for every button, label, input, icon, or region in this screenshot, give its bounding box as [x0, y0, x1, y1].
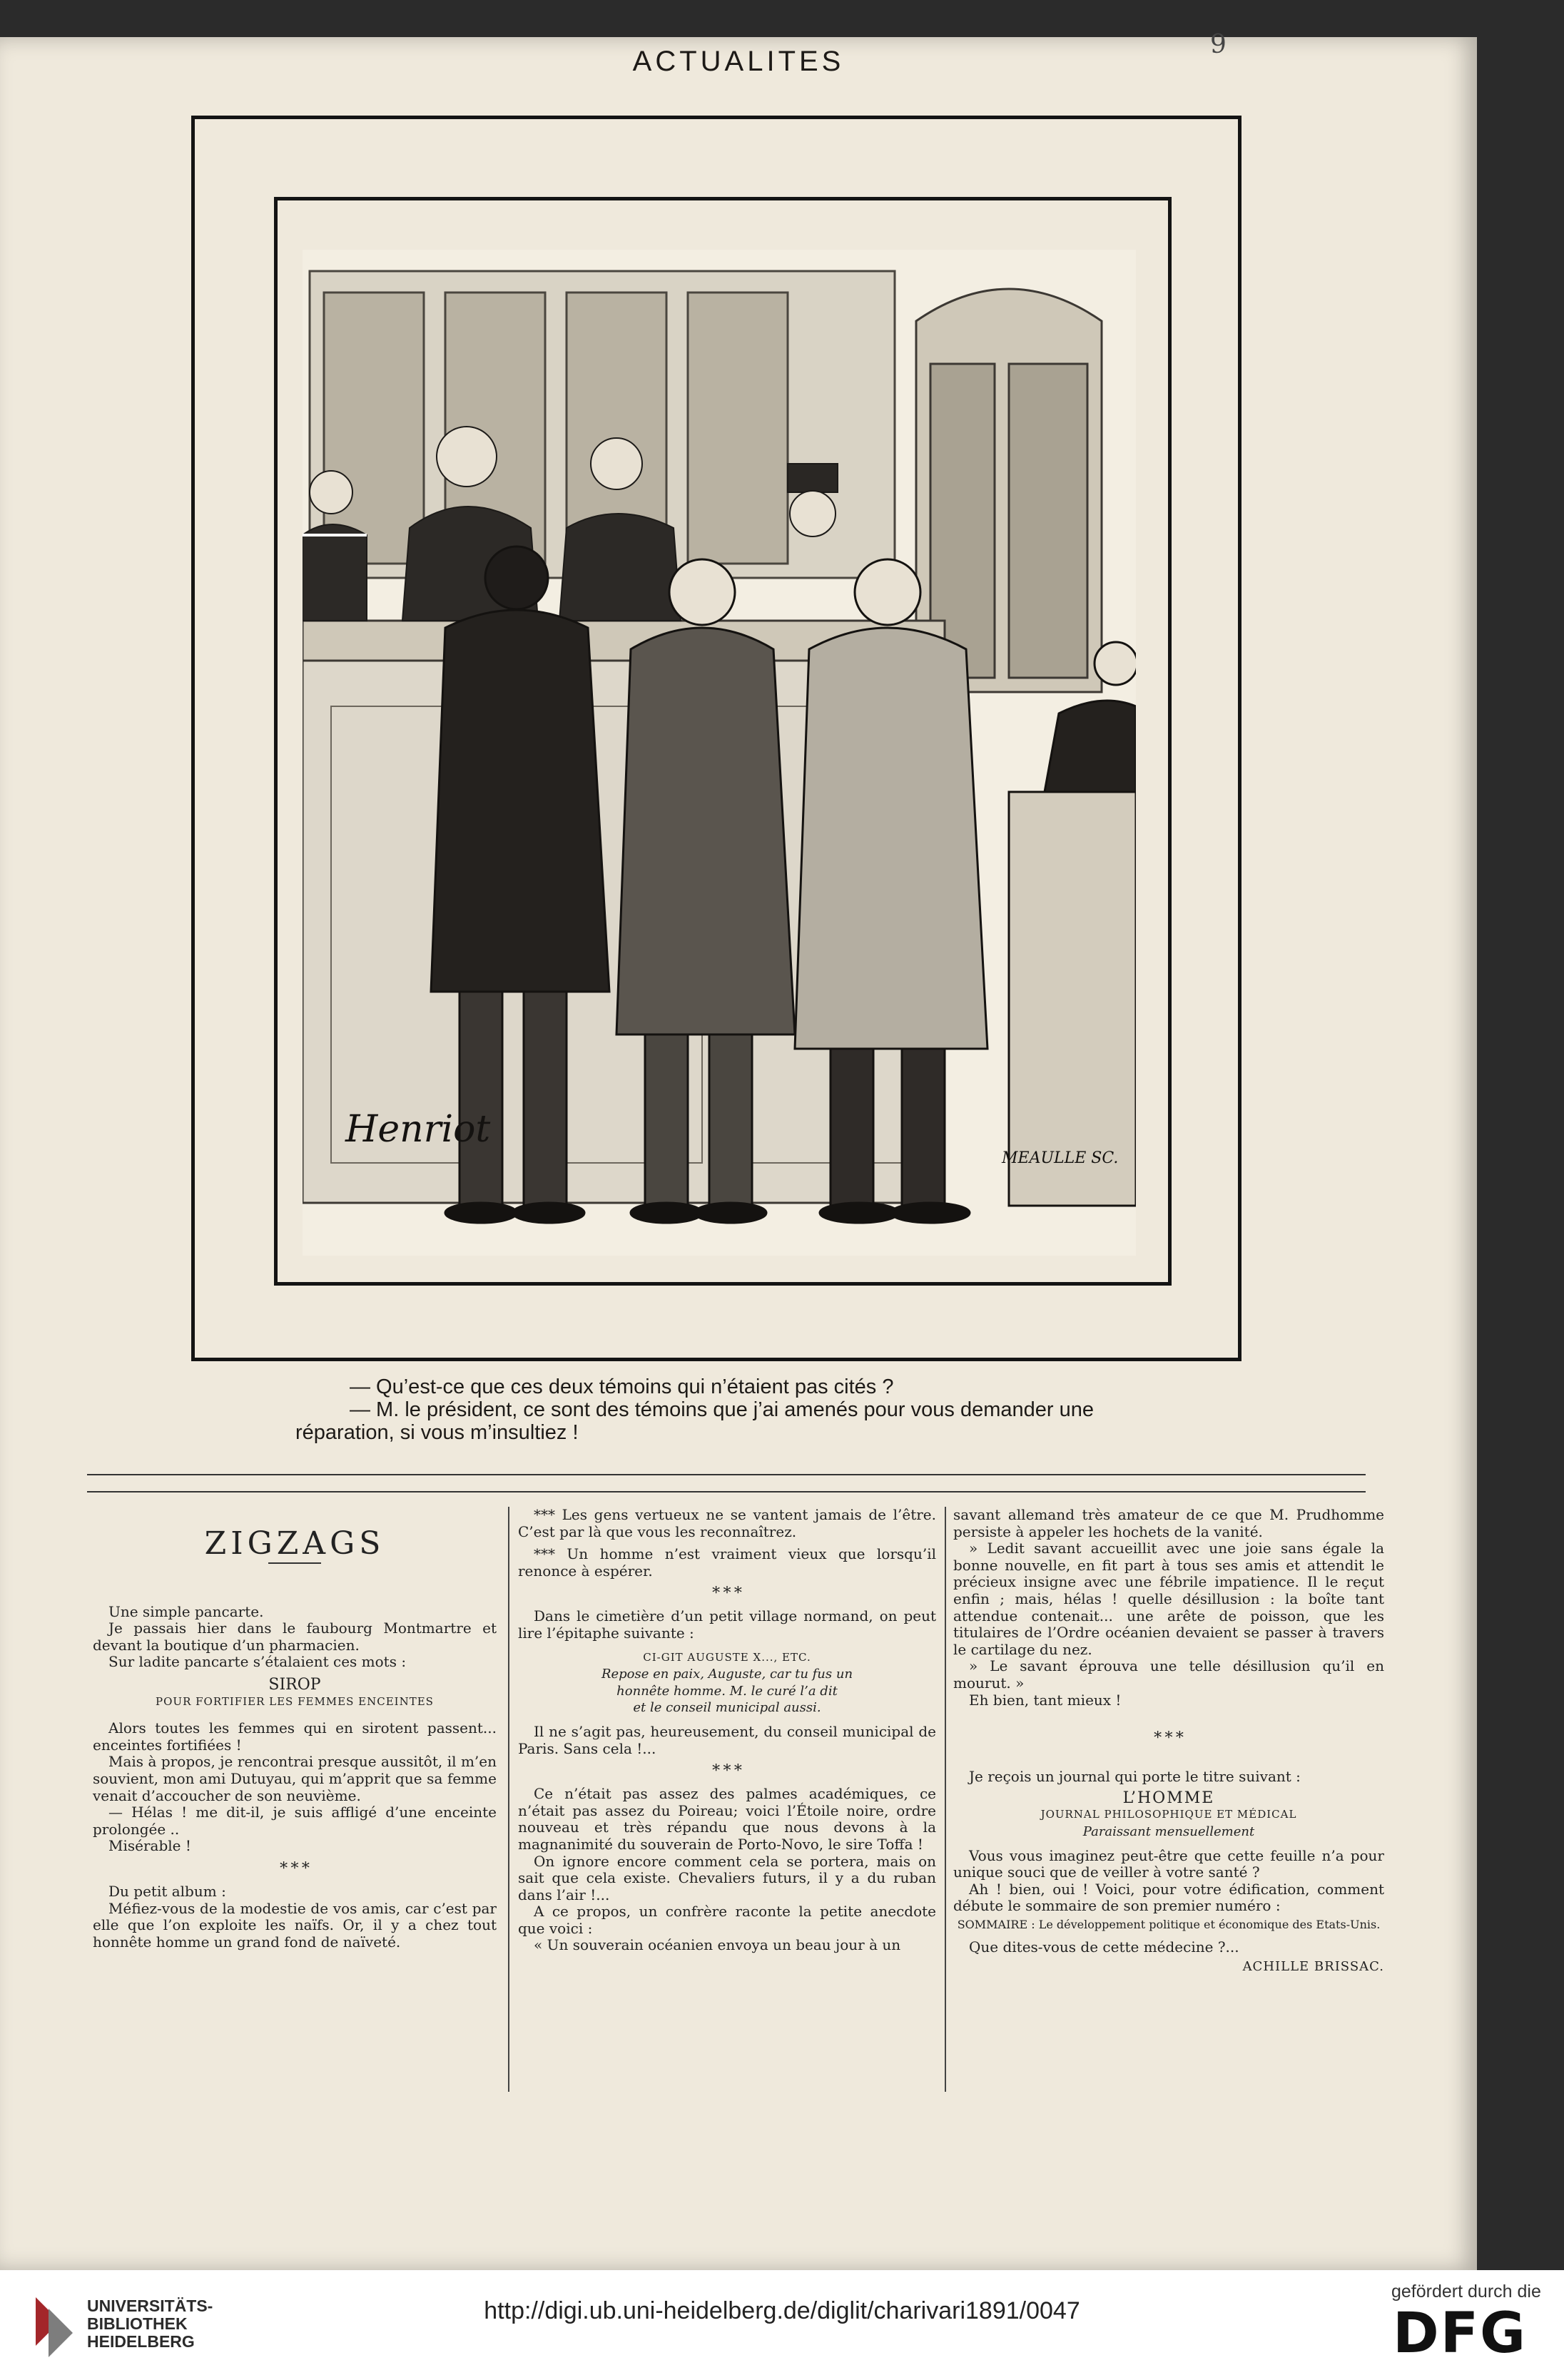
paragraph: Une simple pancarte.	[108, 1602, 264, 1620]
paragraph: « Un souverain océanien envoya un beau jour à un	[534, 1936, 901, 1954]
paragraph: Que dites-vous de cette médecine ?...	[969, 1938, 1239, 1956]
epitaph-heading: CI-GIT AUGUSTE X..., ETC.	[643, 1650, 811, 1664]
paragraph: A ce propos, un confrère raconte la petite anecdote que voici :	[518, 1903, 936, 1937]
column-divider	[508, 1507, 509, 2092]
paragraph: Eh bien, tant mieux !	[969, 1691, 1122, 1709]
title-rule	[268, 1562, 321, 1564]
paragraph: Sur ladite pancarte s’étalaient ces mots :	[108, 1653, 407, 1671]
paragraph: Misérable !	[108, 1837, 191, 1855]
illustration-caption	[295, 1375, 1206, 1444]
paragraph: Ah ! bien, oui ! Voici, pour votre édification, comment débute le sommaire de son premier numéro :	[953, 1880, 1384, 1915]
guard	[788, 464, 838, 536]
library-name-line: HEIDELBERG	[87, 2332, 195, 2351]
epitaph-line: et le conseil municipal aussi.	[633, 1700, 821, 1716]
asterism: * * *	[1154, 1729, 1184, 1748]
engraver-signature: MEAULLE SC.	[1002, 1149, 1119, 1167]
article-title: ZIGZAGS	[204, 1525, 385, 1562]
library-name-line: UNIVERSITÄTS-	[87, 2297, 213, 2315]
column-2	[518, 1507, 936, 1954]
paragraph: Il ne s’agit pas, heureusement, du conseil municipal de Paris. Sans cela !...	[518, 1722, 936, 1757]
summary-text: SOMMAIRE : Le développement politique et économique des Etats-Unis.	[957, 1917, 1381, 1931]
epitaph-line: Repose en paix, Auguste, car tu fus un	[601, 1667, 853, 1682]
paragraph: Alors toutes les femmes qui en sirotent passent... enceintes fortifiées !	[93, 1719, 497, 1754]
paragraph: Ce n’était pas assez des palmes académiques, ce n’était pas assez du Poireau; voici l’Étoile noire, ordre nouveau et très répandu que nous devons à la magnanimité du souverain de Porto-Novo, le sire Toffa !	[518, 1785, 936, 1853]
journal-title: L’HOMME	[1122, 1789, 1215, 1807]
sign-subtext: POUR FORTIFIER LES FEMMES ENCEINTES	[156, 1694, 434, 1708]
paragraph: — Hélas ! me dit-il, je suis affligé d’une enceinte prolongée ..	[93, 1804, 497, 1838]
column-divider	[945, 1507, 946, 2092]
page-number: 9	[1210, 30, 1227, 59]
footer-bar	[0, 2270, 1564, 2380]
source-url-link[interactable]: http://digi.ub.uni-heidelberg.de/diglit/charivari1891/0047	[484, 2297, 1080, 2324]
paragraph: Du petit album :	[108, 1882, 226, 1900]
library-name-line: BIBLIOTHEK	[87, 2314, 188, 2333]
column-3	[953, 1507, 1384, 1975]
paragraph: Mais à propos, je rencontrai presque aussitôt, il m’en souvient, mon ami Dutuyau, qui m’apprit que sa femme venait d’accoucher de son neuvième.	[93, 1753, 497, 1804]
divider-rule	[87, 1474, 1366, 1475]
paragraph: Dans le cimetière d’un petit village normand, on peut lire l’épitaphe suivante :	[518, 1607, 936, 1642]
paragraph: » Le savant éprouva une telle désillusion qu’il en mourut. »	[953, 1657, 1384, 1692]
divider-rule	[87, 1491, 1366, 1492]
author-signature: ACHILLE BRISSAC.	[1242, 1959, 1384, 1975]
asterism: * * *	[712, 1585, 742, 1603]
epitaph-line: honnête homme. M. le curé l’a dit	[616, 1683, 838, 1699]
sign-text: SIROP	[268, 1675, 321, 1694]
paragraph: Je reçois un journal qui porte le titre suivant :	[969, 1768, 1301, 1786]
caption-line-3: réparation, si vous m’insultiez !	[295, 1421, 579, 1444]
paragraph: *** Les gens vertueux ne se vantent jamais de l’être. C’est par là que vous les reconnaîtrez.	[518, 1506, 936, 1540]
paragraph: savant allemand très amateur de ce que M. Prudhomme persiste à appeler les hochets de la vanité.	[953, 1506, 1384, 1540]
paragraph: *** Un homme n’est vraiment vieux que lorsqu’il renonce à espérer.	[518, 1545, 936, 1580]
paragraph: Je passais hier dans le faubourg Montmartre et devant la boutique d’un pharmacien.	[93, 1619, 497, 1654]
paragraph: Vous vous imaginez peut-être que cette feuille n’a pour unique souci que de veiller à votre santé ?	[953, 1846, 1384, 1881]
column-1	[93, 1507, 497, 1951]
journal-frequency: Paraissant mensuellement	[1082, 1824, 1255, 1839]
paragraph: On ignore encore comment cela se portera, mais on sait que cela existe. Chevaliers futurs, il y a du ruban dans l’air !...	[518, 1852, 936, 1903]
section-title: ACTUALITES	[632, 46, 845, 77]
caption-line-1: — Qu’est-ce que ces deux témoins qui n’étaient pas cités ?	[350, 1375, 894, 1398]
artist-signature: Henriot	[345, 1108, 491, 1151]
caption-line-2: — M. le président, ce sont des témoins que j’ai amenés pour vous demander une	[350, 1398, 1094, 1421]
dfg-logo: DFG	[1393, 2302, 1528, 2366]
funding-note: gefördert durch die	[1391, 2282, 1541, 2302]
asterism: * * *	[712, 1762, 742, 1781]
asterism: * * *	[280, 1859, 310, 1878]
paragraph: » Ledit savant accueillit avec une joie sans égale la bonne nouvelle, en fit part à tous ses amis et attendit le précieux insigne avec une fébrile impatience. Il le reçut enfin ; mais, hélas ! quelle désillusion : la boîte tant attendue contenait... une arête de poisson, que les titulaires de l’Ordre océanien devaient se passer à travers le cartilage du nez.	[953, 1540, 1384, 1658]
courtroom-illustration	[303, 250, 1136, 1256]
paragraph: Méfiez-vous de la modestie de vos amis, car c’est par elle que l’on exploite les naïfs. Or, il y a chez tout honnête homme un grand fond de naïveté.	[93, 1899, 497, 1951]
journal-subtitle: JOURNAL PHILOSOPHIQUE ET MÉDICAL	[1040, 1808, 1297, 1821]
